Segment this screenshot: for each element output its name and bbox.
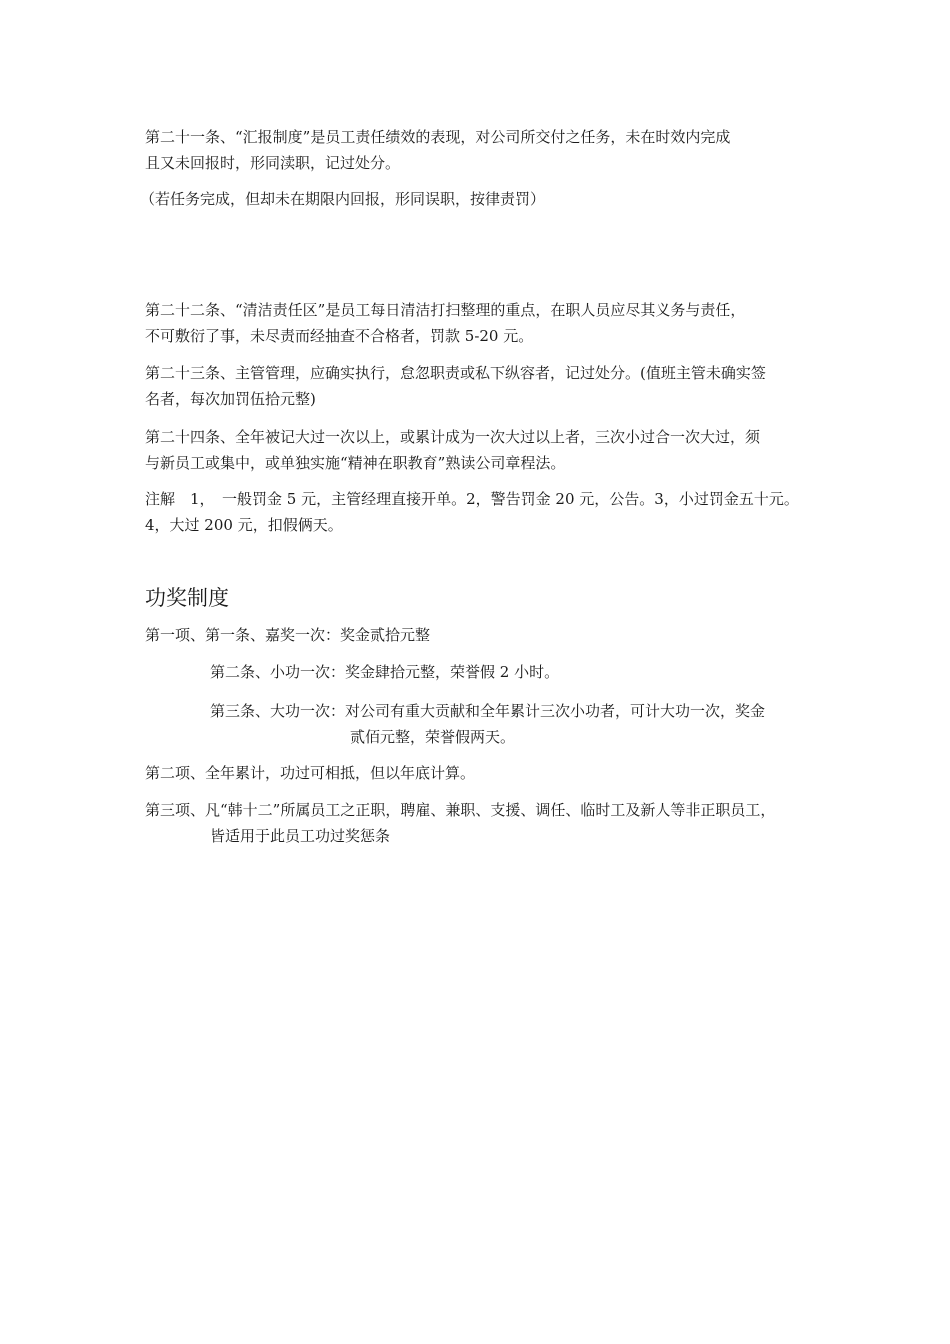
article-21-note: （若任务完成，但却未在期限内回报，形同误职，按律责罚）: [140, 190, 546, 208]
article-22-line-2: 不可敷衍了事，未尽责而经抽查不合格者，罚款 5-20 元。: [145, 327, 534, 345]
article-24-line-1: 第二十四条、全年被记大过一次以上，或累计成为一次大过以上者，三次小过合一次大过，须: [145, 428, 761, 446]
reward-item-2: 第二项、全年累计，功过可相抵，但以年底计算。: [145, 764, 476, 782]
reward-item-1-clause-3-line-2: 贰佰元整，荣誉假两天。: [350, 728, 516, 746]
annotation-line-1: 注解 1， 一般罚金 5 元，主管经理直接开单。2，警告罚金 20 元，公告。3，小过罚金五十元。: [145, 490, 799, 508]
annotation: [145, 486, 813, 538]
reward-item-1-clause-2: 第二条、小功一次：奖金肆拾元整，荣誉假 2 小时。: [210, 663, 560, 681]
article-22: [145, 297, 813, 349]
reward-item-1-clause-3-line-1: 第三条、大功一次：对公司有重大贡献和全年累计三次小功者，可计大功一次，奖金: [210, 702, 766, 720]
annotation-line-2: 4，大过 200 元，扣假俩天。: [145, 516, 343, 534]
article-21: [145, 124, 813, 176]
article-23-line-1: 第二十三条、主管管理，应确实执行，怠忽职责或私下纵容者，记过处分。(值班主管未确实签: [145, 364, 766, 382]
reward-item-3-line-1: 第三项、凡“韩十二”所属员工之正职，聘雇、兼职、支援、调任、临时工及新人等非正职员工，: [145, 801, 776, 819]
article-24-line-2: 与新员工或集中，或单独实施“精神在职教育”熟读公司章程法。: [145, 454, 566, 472]
article-21-line-1: 第二十一条、“汇报制度”是员工责任绩效的表现，对公司所交付之任务，未在时效内完成: [145, 128, 731, 146]
article-23: [145, 360, 813, 412]
reward-item-1-clause-1: 第一项、第一条、嘉奖一次：奖金贰拾元整: [145, 626, 431, 644]
reward-item-1-clause-3: [210, 698, 810, 750]
reward-item-3-line-2: 皆适用于此员工功过奖惩条: [210, 827, 391, 845]
article-22-line-1: 第二十二条、“清洁责任区”是员工每日清洁打扫整理的重点，在职人员应尽其义务与责任，: [145, 301, 746, 319]
article-24: [145, 424, 813, 476]
article-23-line-2: 名者，每次加罚伍拾元整): [145, 390, 316, 408]
reward-section-title: 功奖制度: [145, 586, 229, 610]
reward-item-3: [145, 797, 813, 849]
article-21-line-2: 且又未回报时，形同渎职，记过处分。: [145, 154, 401, 172]
